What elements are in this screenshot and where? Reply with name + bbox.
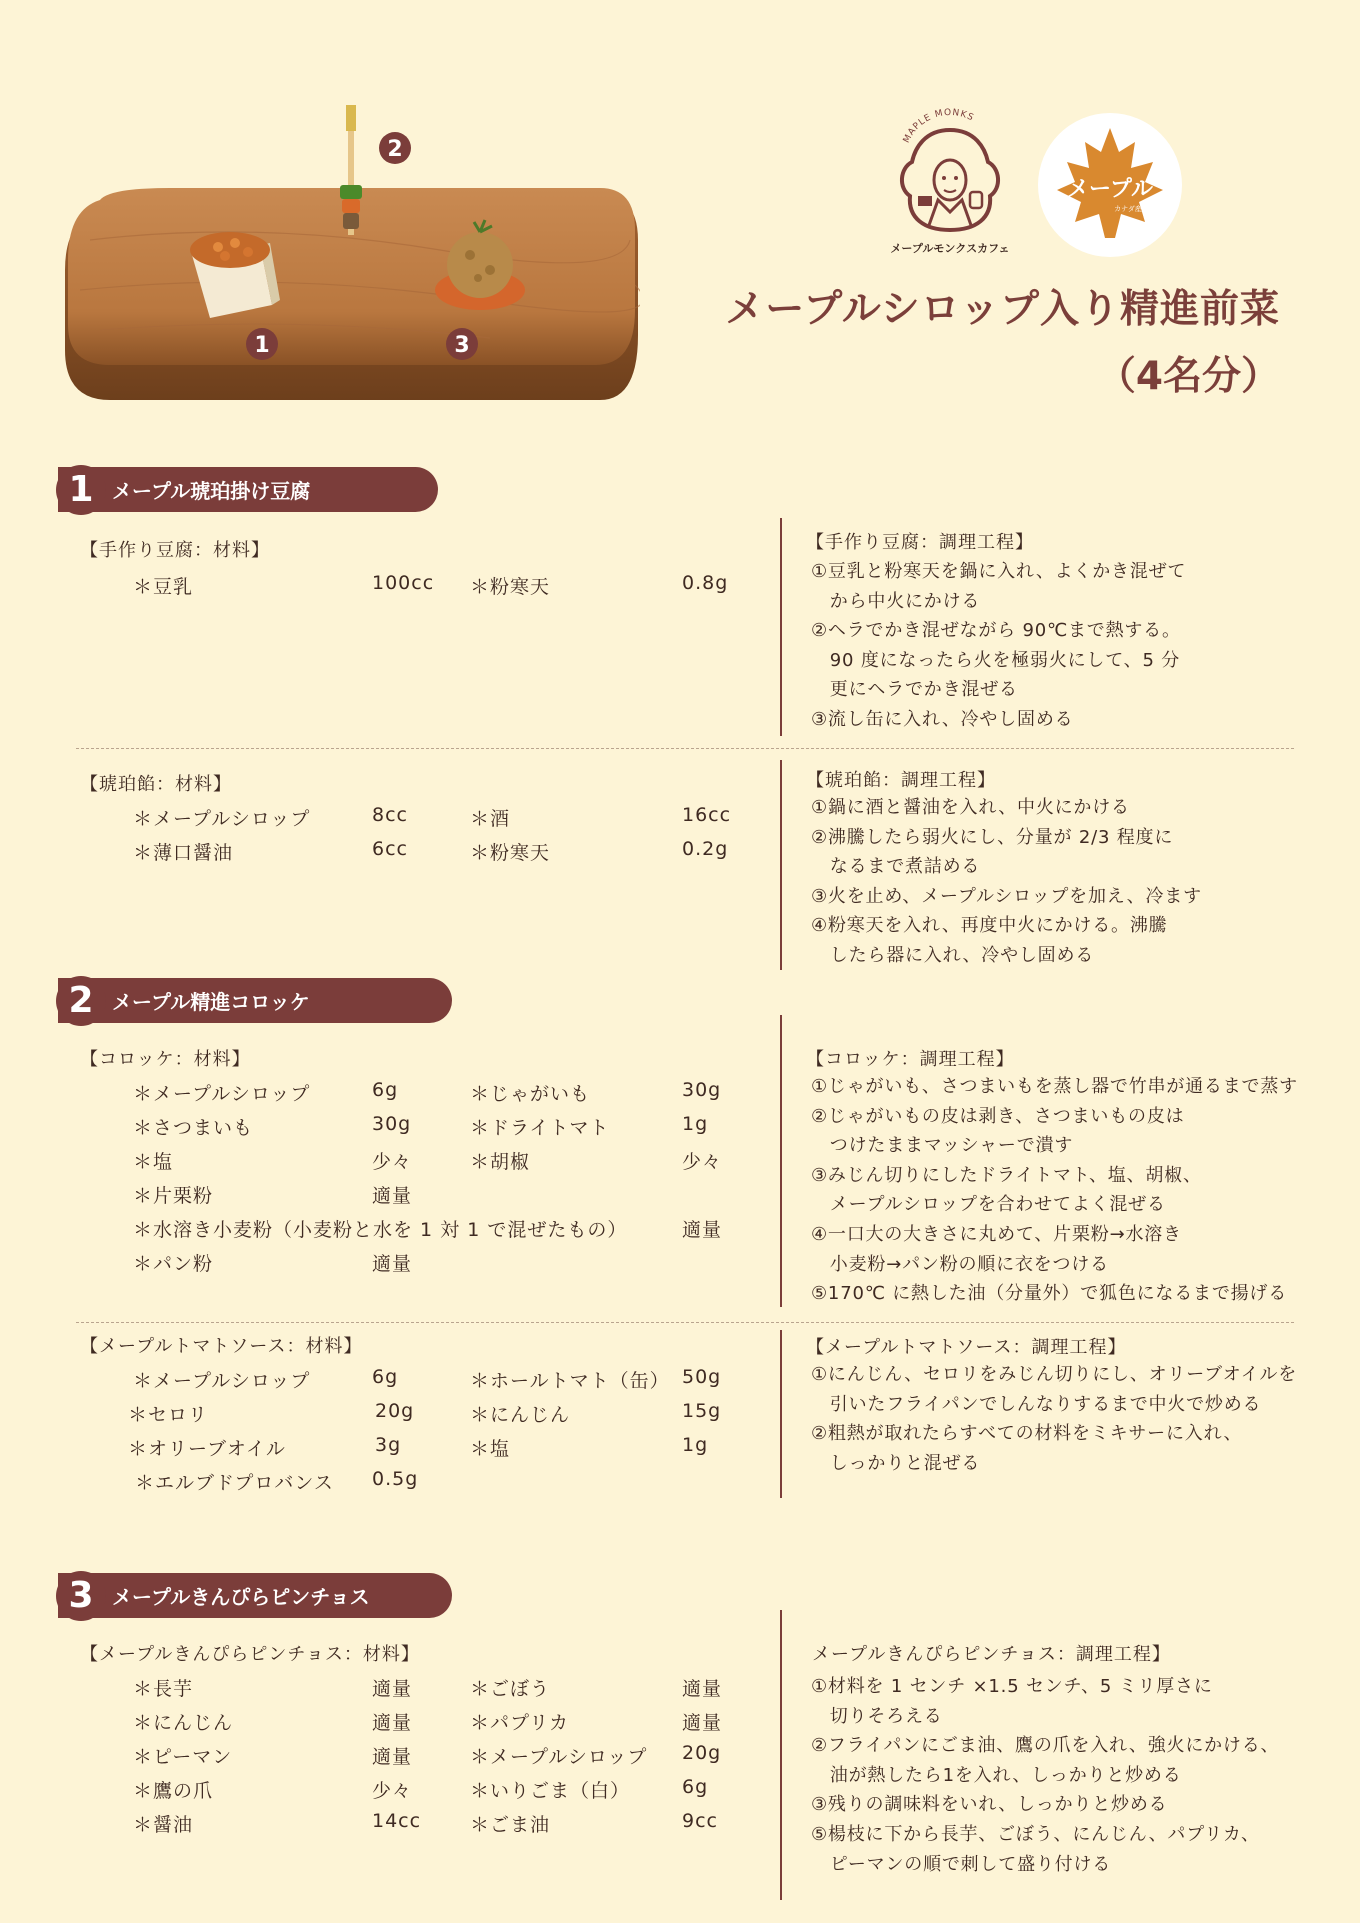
ingredient-name: ＊粉寒天: [470, 842, 551, 864]
ingredient-qty: 3g: [375, 1434, 402, 1456]
marker-1: 1: [254, 333, 270, 358]
ingredient-qty: 0.8g: [682, 572, 729, 594]
ingredient-name: ＊オリーブオイル: [128, 1438, 286, 1460]
ingredient-qty: 6g: [372, 1366, 399, 1388]
ingredient-name: ＊パプリカ: [470, 1712, 570, 1734]
column-divider: [780, 518, 782, 736]
marker-2: 2: [387, 137, 403, 162]
ingredient-name: ＊いりごま（白）: [470, 1780, 631, 1802]
ingredient-qty: 適量: [682, 1678, 723, 1700]
process-steps: ①鍋に酒と醤油を入れ、中火にかける ②沸騰したら弱火にし、分量が 2/3 程度に なるまで煮詰める ③火を止め、メープルシロップを加え、冷ます ④粉寒天を入れ、再度中火にかける。沸騰 したら器に入れ、冷やし固める: [811, 797, 1202, 966]
ingredients-title: 【コロッケ：材料】: [80, 1049, 251, 1070]
section-header-3: [58, 1573, 452, 1618]
maple-monks-logo: [880, 100, 1020, 260]
svg-text:MAPLE MONKS: MAPLE MONKS: [901, 107, 976, 145]
page-title: メープルシロップ入り精進前菜: [725, 287, 1280, 332]
ingredient-name: ＊酒: [470, 808, 511, 830]
column-divider: [780, 1610, 782, 1900]
ingredient-qty: 適量: [682, 1219, 723, 1241]
ingredient-qty: 1g: [682, 1434, 709, 1456]
ingredient-name: ＊セロリ: [128, 1404, 209, 1426]
section-header-1: [58, 467, 438, 512]
ingredient-name: ＊メープルシロップ: [133, 1083, 311, 1105]
svg-text:メープルモンクスカフェ: メープルモンクスカフェ: [890, 242, 1010, 255]
section-number: 3: [56, 1571, 106, 1621]
ingredient-qty: 適量: [372, 1746, 413, 1768]
ingredient-qty: 0.2g: [682, 838, 729, 860]
ingredient-qty: 16cc: [682, 804, 732, 826]
column-divider: [780, 1330, 782, 1498]
ingredients-title: 【琥珀餡：材料】: [80, 774, 232, 795]
process-steps: ①豆乳と粉寒天を鍋に入れ、よくかき混ぜて から中火にかける ②ヘラでかき混ぜながら 90℃まで熱する。 90 度になったら火を極弱火にして、5 分 更にヘラでかき混ぜる ③流し缶に入れ、冷やし固める: [811, 561, 1187, 730]
ingredient-qty: 100cc: [372, 572, 435, 594]
ingredients-title: 【メープルトマトソース：材料】: [80, 1336, 363, 1357]
ingredient-qty: 適量: [372, 1185, 413, 1207]
ingredient-qty: 少々: [372, 1151, 413, 1173]
ingredient-qty: 50g: [682, 1366, 722, 1388]
process-steps: ①材料を 1 センチ ×1.5 センチ、5 ミリ厚さに 切りそろえる ②フライパンにごま油、鷹の爪を入れ、強火にかける、 油が熱したら1を入れ、しっかりと炒める ③残りの調味料をいれ、しっかりと炒める ⑤楊枝に下から長芋、ごぼう、にんじん、パプリカ、 ピーマンの順で刺して盛り付ける: [811, 1676, 1280, 1875]
ingredient-qty: 適量: [372, 1253, 413, 1275]
ingredient-name: ＊豆乳: [133, 576, 194, 598]
ingredient-name: ＊ごま油: [470, 1814, 551, 1836]
process-steps: ①じゃがいも、さつまいもを蒸し器で竹串が通るまで蒸す ②じゃがいもの皮は剥き、さつまいもの皮は つけたままマッシャーで潰す ③みじん切りにしたドライトマト、塩、胡椒、 メープルシロップを合わせてよく混ぜる ④一口大の大きさに丸めて、片栗粉→水溶き 小麦粉→パン粉の順に衣をつける ⑤170℃ に熱した油（分量外）で狐色になるまで揚げる: [811, 1076, 1298, 1305]
ingredient-qty: 適量: [372, 1712, 413, 1734]
ingredient-qty: 適量: [682, 1712, 723, 1734]
maple-leaf-logo: [1035, 110, 1185, 260]
svg-text:カナダ産: カナダ産: [1114, 205, 1142, 213]
marker-3: 3: [454, 333, 470, 358]
ingredient-name: ＊粉寒天: [470, 576, 551, 598]
ingredient-qty: 15g: [682, 1400, 722, 1422]
ingredient-name: ＊鷹の爪: [133, 1780, 214, 1802]
page-subtitle: （4名分）: [1096, 354, 1280, 399]
ingredient-name: ＊塩: [133, 1151, 174, 1173]
ingredient-name: ＊醤油: [133, 1814, 194, 1836]
ingredient-qty: 1g: [682, 1113, 709, 1135]
section-title: メープル精進コロッケ: [112, 990, 310, 1014]
dashed-divider: [76, 748, 1294, 749]
dashed-divider: [76, 1322, 1294, 1323]
ingredient-qty: 6cc: [372, 838, 408, 860]
ingredient-name: ＊メープルシロップ: [133, 1370, 311, 1392]
ingredient-qty: 20g: [375, 1400, 415, 1422]
process-title: 【手作り豆腐：調理工程】: [806, 532, 1034, 553]
ingredient-name: ＊薄口醤油: [133, 842, 234, 864]
ingredient-name: ＊ホールトマト（缶）: [470, 1370, 670, 1392]
ingredient-qty: 6g: [372, 1079, 399, 1101]
ingredient-name: ＊長芋: [133, 1678, 194, 1700]
process-title: 【メープルトマトソース：調理工程】: [806, 1337, 1127, 1358]
ingredient-name: ＊メープルシロップ: [133, 808, 311, 830]
process-steps: ①にんじん、セロリをみじん切りにし、オリーブオイルを 引いたフライパンでしんなりするまで中火で炒める ②粗熱が取れたらすべての材料をミキサーに入れ、 しっかりと混ぜる: [811, 1364, 1298, 1474]
ingredient-name: ＊さつまいも: [133, 1117, 254, 1139]
process-title: メープルきんぴらピンチョス：調理工程】: [812, 1644, 1171, 1665]
process-title: 【コロッケ：調理工程】: [806, 1049, 1015, 1070]
ingredient-name: ＊エルブドプロバンス: [135, 1472, 334, 1494]
ingredient-qty: 30g: [682, 1079, 722, 1101]
ingredient-name: ＊ドライトマト: [470, 1117, 610, 1139]
process-title: 【琥珀餡：調理工程】: [806, 770, 996, 791]
column-divider: [780, 760, 782, 970]
section-title: メープルきんぴらピンチョス: [112, 1585, 370, 1609]
ingredient-name: ＊胡椒: [470, 1151, 531, 1173]
section-number: 1: [56, 465, 106, 515]
ingredient-name: ＊ごぼう: [470, 1678, 551, 1700]
ingredient-qty: 9cc: [682, 1810, 718, 1832]
ingredient-qty: 20g: [682, 1742, 722, 1764]
section-number: 2: [56, 976, 106, 1026]
ingredient-name: ＊じゃがいも: [470, 1083, 591, 1105]
ingredient-qty: 少々: [682, 1151, 723, 1173]
ingredient-name: ＊片栗粉: [133, 1185, 214, 1207]
ingredient-name: ＊塩: [470, 1438, 511, 1460]
section-title: メープル琥珀掛け豆腐: [112, 479, 311, 503]
ingredients-title: 【メープルきんぴらピンチョス：材料】: [80, 1644, 420, 1665]
ingredient-qty: 適量: [372, 1678, 413, 1700]
ingredient-qty: 8cc: [372, 804, 408, 826]
appetizer-photo: [60, 100, 640, 440]
section-header-2: [58, 978, 452, 1023]
column-divider: [780, 1015, 782, 1307]
ingredient-name: ＊メープルシロップ: [470, 1746, 648, 1768]
ingredients-title: 【手作り豆腐：材料】: [80, 540, 270, 561]
ingredient-qty: 14cc: [372, 1810, 422, 1832]
ingredient-qty: 少々: [372, 1780, 413, 1802]
ingredient-qty: 0.5g: [372, 1468, 419, 1490]
ingredient-name: ＊パン粉: [133, 1253, 214, 1275]
ingredient-name: ＊ピーマン: [133, 1746, 233, 1768]
ingredient-qty: 6g: [682, 1776, 709, 1798]
svg-text:メープル: メープル: [1066, 177, 1154, 202]
ingredient-name: ＊にんじん: [470, 1404, 571, 1426]
ingredient-name: ＊水溶き小麦粉（小麦粉と水を 1 対 1 で混ぜたもの）: [133, 1219, 628, 1241]
ingredient-qty: 30g: [372, 1113, 412, 1135]
ingredient-name: ＊にんじん: [133, 1712, 234, 1734]
